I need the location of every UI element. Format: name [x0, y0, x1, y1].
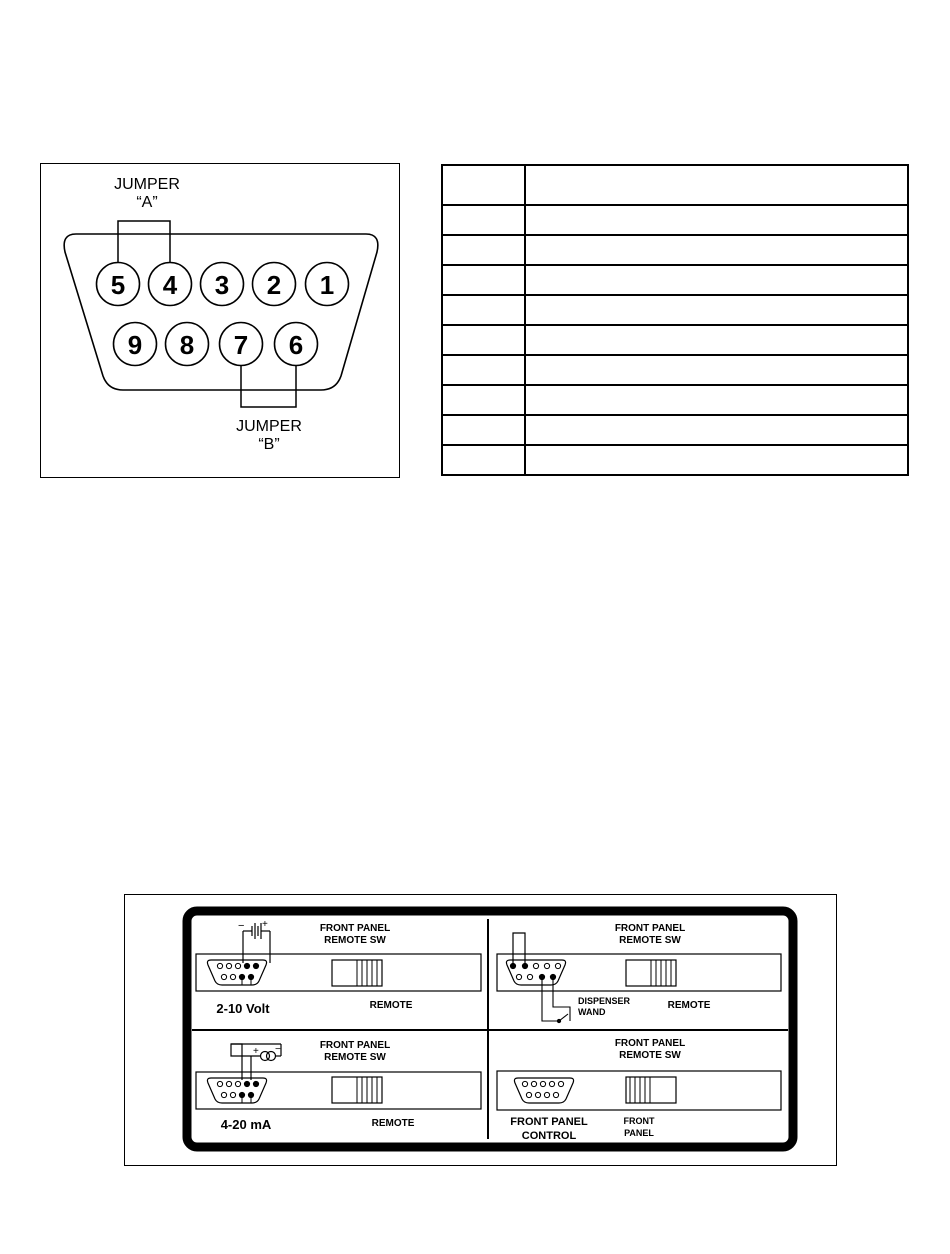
jumper-a-letter: “A”: [136, 194, 158, 211]
pin-9: [114, 323, 157, 366]
pin-1: [306, 263, 349, 306]
table-cell: [525, 415, 908, 445]
jumper-wire: [242, 979, 251, 985]
pin-7: [220, 323, 263, 366]
pin-function-table: [441, 164, 909, 476]
table-cell: [442, 415, 525, 445]
table-cell: [525, 265, 908, 295]
table-row: [442, 295, 908, 325]
svg-text:6: 6: [288, 330, 304, 360]
table-cell: [525, 165, 908, 205]
svg-text:9: 9: [127, 330, 143, 360]
switch-position-label: FRONT: [623, 1116, 655, 1126]
switch-position-label: REMOTE: [667, 1000, 711, 1011]
jumper-a-label: JUMPER: [114, 176, 180, 193]
battery-icon: [238, 919, 270, 963]
switch-position-label-line2: PANEL: [624, 1128, 654, 1138]
switch-position-label: REMOTE: [371, 1118, 415, 1129]
front-panel-control-label: FRONT PANEL: [510, 1116, 588, 1128]
svg-text:3: 3: [214, 270, 230, 300]
connector-shell: [64, 234, 378, 390]
pin-5: [97, 263, 140, 306]
mode-4-20-ma: [196, 1040, 481, 1132]
table-row: [442, 165, 908, 205]
table-row: [442, 325, 908, 355]
front-panel-switch: [626, 1077, 676, 1103]
table-cell: [442, 205, 525, 235]
dispenser-wand-switch-icon: [542, 980, 570, 1023]
pin-2: [253, 263, 296, 306]
wand-label: WAND: [578, 1007, 606, 1017]
table-cell: [442, 325, 525, 355]
table-row: [442, 385, 908, 415]
db9-pinout-diagram: [41, 164, 401, 479]
jumper-b-letter: “B”: [258, 436, 280, 453]
table-cell: [525, 325, 908, 355]
plus-sign: +: [253, 1046, 259, 1057]
jumper-a-wire: [118, 221, 170, 262]
mode-front-panel-control: [497, 1038, 781, 1142]
table-row: [442, 415, 908, 445]
db9-pinout-figure: [40, 163, 400, 478]
table-row: [442, 355, 908, 385]
connector-pins: [522, 1081, 563, 1097]
table-cell: [442, 295, 525, 325]
pin-3: [201, 263, 244, 306]
table-cell: [442, 355, 525, 385]
front-panel-label: FRONT PANEL: [319, 1040, 391, 1051]
svg-text:2: 2: [266, 270, 282, 300]
jumper-b-label: JUMPER: [236, 418, 302, 435]
table-cell: [525, 355, 908, 385]
svg-text:1: 1: [319, 270, 335, 300]
front-panel-label: FRONT PANEL: [614, 923, 686, 934]
minus-sign: −: [238, 920, 245, 932]
mode-dispenser-wand: [497, 923, 781, 1023]
remote-sw-label: REMOTE SW: [619, 1050, 681, 1061]
table-cell: [442, 165, 525, 205]
pin-4: [149, 263, 192, 306]
remote-switch: [332, 1077, 382, 1103]
table-cell: [442, 235, 525, 265]
table-cell: [525, 295, 908, 325]
remote-switch: [332, 960, 382, 986]
table-cell: [525, 385, 908, 415]
connector-pins: [217, 1081, 258, 1097]
table-row: [442, 235, 908, 265]
svg-text:5: 5: [110, 270, 126, 300]
jumper-wire: [513, 933, 525, 966]
mode-label: 2-10 Volt: [216, 1001, 270, 1016]
table-row: [442, 265, 908, 295]
front-panel-label: FRONT PANEL: [614, 1038, 686, 1049]
svg-text:4: 4: [162, 270, 178, 300]
table-cell: [442, 265, 525, 295]
jumper-b-wire: [241, 366, 296, 407]
connector-pins: [510, 963, 560, 979]
remote-sw-label: REMOTE SW: [619, 935, 681, 946]
remote-switch: [626, 960, 676, 986]
switch-position-label: REMOTE: [369, 1000, 413, 1011]
table-cell: [442, 385, 525, 415]
plus-sign: +: [262, 919, 268, 930]
pin-8: [166, 323, 209, 366]
table-cell: [442, 445, 525, 475]
svg-text:8: 8: [179, 330, 195, 360]
table-cell: [525, 445, 908, 475]
dispenser-label: DISPENSER: [578, 996, 631, 1006]
front-panel-label: FRONT PANEL: [319, 923, 391, 934]
table-cell: [525, 205, 908, 235]
connector-pins: [217, 963, 258, 979]
remote-mode-panel: [125, 895, 838, 1167]
table-cell: [525, 235, 908, 265]
mode-2-10-volt: [196, 919, 481, 1016]
table-row: [442, 445, 908, 475]
mode-label: 4-20 mA: [220, 1117, 272, 1132]
remote-sw-label: REMOTE SW: [324, 1052, 386, 1063]
remote-sw-label: REMOTE SW: [324, 935, 386, 946]
table-row: [442, 205, 908, 235]
svg-text:7: 7: [233, 330, 249, 360]
remote-mode-figure: [124, 894, 837, 1166]
pin-6: [275, 323, 318, 366]
minus-sign: −: [275, 1044, 281, 1055]
jumper-wire: [242, 1097, 251, 1103]
control-label: CONTROL: [521, 1130, 577, 1142]
